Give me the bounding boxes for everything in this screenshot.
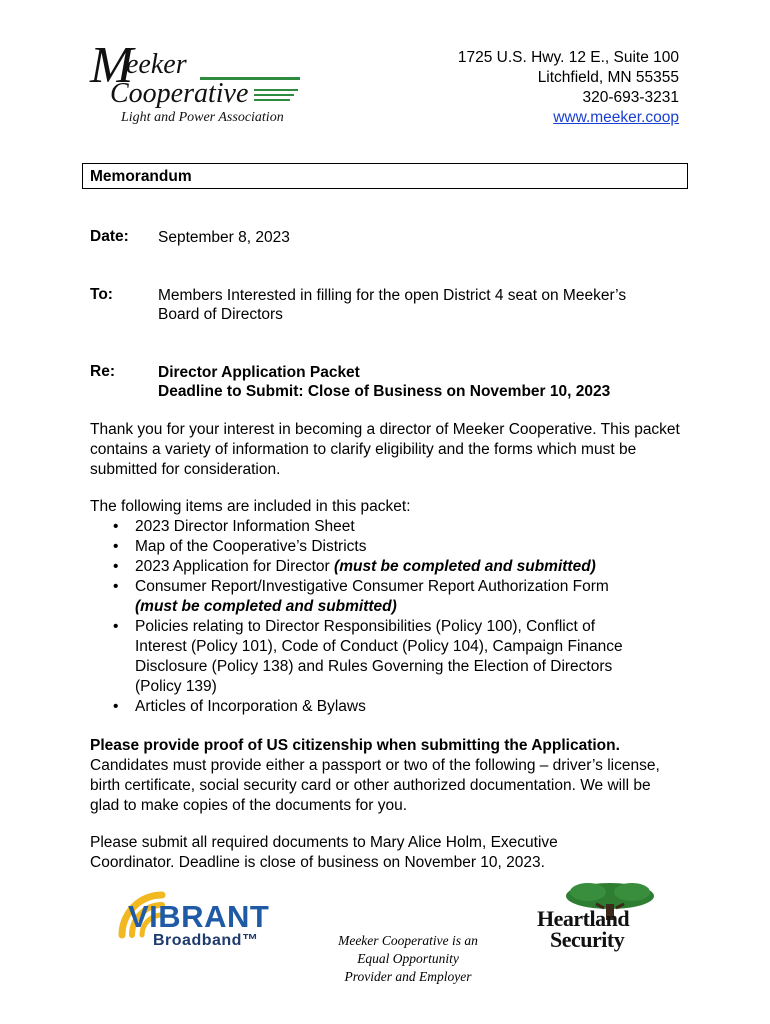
logo-stripe-2: [254, 94, 294, 96]
re-label: Re:: [90, 363, 115, 380]
eeo-line3: Provider and Employer: [344, 969, 472, 984]
memo-title: Memorandum: [90, 168, 192, 185]
list-item: • Articles of Incorporation & Bylaws: [90, 697, 680, 717]
website-link[interactable]: www.meeker.coop: [553, 109, 679, 126]
security-logo-text: Security: [550, 927, 625, 952]
list-item: • 2023 Director Information Sheet: [90, 517, 680, 537]
date-value: September 8, 2023: [158, 229, 290, 246]
re-value: [158, 363, 610, 401]
citizenship-text: Candidates must provide either a passport or two of the following – driver’s license, birth certificate, social security card or other authorized documentation. We will be glad to make copies of the documents for you.: [90, 757, 660, 814]
address-phone: 320-693-3231: [582, 89, 679, 106]
list-item: • Policies relating to Director Responsibilities (Policy 100), Conflict of Interest (Policy 101), Code of Conduct (Policy 104), Campaign Finance Disclosure (Policy 138) and Rules Governing the Election of Directors (Policy 139): [90, 617, 680, 697]
intro-paragraph: Thank you for your interest in becoming a director of Meeker Cooperative. This packet contains a variety of information to clarify eligibility and the forms which must be submitted for consideration.: [90, 421, 680, 478]
logo-tagline: Light and Power Association: [121, 110, 284, 125]
vibrant-logo-text: VIBRANT: [128, 899, 270, 934]
address-line1: 1725 U.S. Hwy. 12 E., Suite 100: [457, 49, 679, 66]
list-item: • Map of the Cooperative’s Districts: [90, 537, 680, 557]
list-section: [90, 497, 680, 717]
address-line2: Litchfield, MN 55355: [537, 69, 679, 86]
eeo-line2: Equal Opportunity: [357, 951, 459, 966]
list-item: • 2023 Application for Director (must be completed and submitted): [90, 557, 680, 577]
to-line2: Board of Directors: [158, 306, 283, 323]
heartland-logo-text: Heartland: [537, 906, 630, 931]
citizenship-paragraph: [90, 736, 675, 816]
to-line1: Members Interested in filling for the open District 4 seat on Meeker’s: [158, 287, 627, 304]
address-block: [458, 48, 679, 128]
required-note: (must be completed and submitted): [334, 558, 596, 575]
to-label: To:: [90, 286, 113, 303]
equal-opportunity-statement: [318, 932, 498, 986]
logo-eeker: eeker: [126, 49, 187, 80]
packet-items-list: [90, 517, 680, 717]
logo-cooperative: Cooperative: [110, 78, 249, 109]
eeo-line1: Meeker Cooperative is an: [338, 933, 478, 948]
logo-letter-m: M: [90, 37, 134, 94]
list-item: • Consumer Report/Investigative Consumer Report Authorization Form (must be completed and submitted): [90, 577, 680, 617]
citizenship-heading: Please provide proof of US citizenship when submitting the Application.: [90, 737, 620, 754]
date-label: Date:: [90, 228, 129, 245]
list-intro: The following items are included in this packet:: [90, 498, 411, 515]
broadband-logo-text: Broadband™: [153, 932, 259, 949]
re-line1: Director Application Packet: [158, 364, 360, 381]
re-line2: Deadline to Submit: Close of Business on November 10, 2023: [158, 383, 611, 400]
logo-stripe-1: [254, 89, 298, 91]
to-value: [158, 286, 626, 324]
submit-paragraph: Please submit all required documents to Mary Alice Holm, Executive Coordinator. Deadline is close of business on November 10, 2023.: [90, 834, 558, 871]
required-note: (must be completed and submitted): [135, 598, 397, 615]
logo-stripe-3: [254, 99, 290, 101]
